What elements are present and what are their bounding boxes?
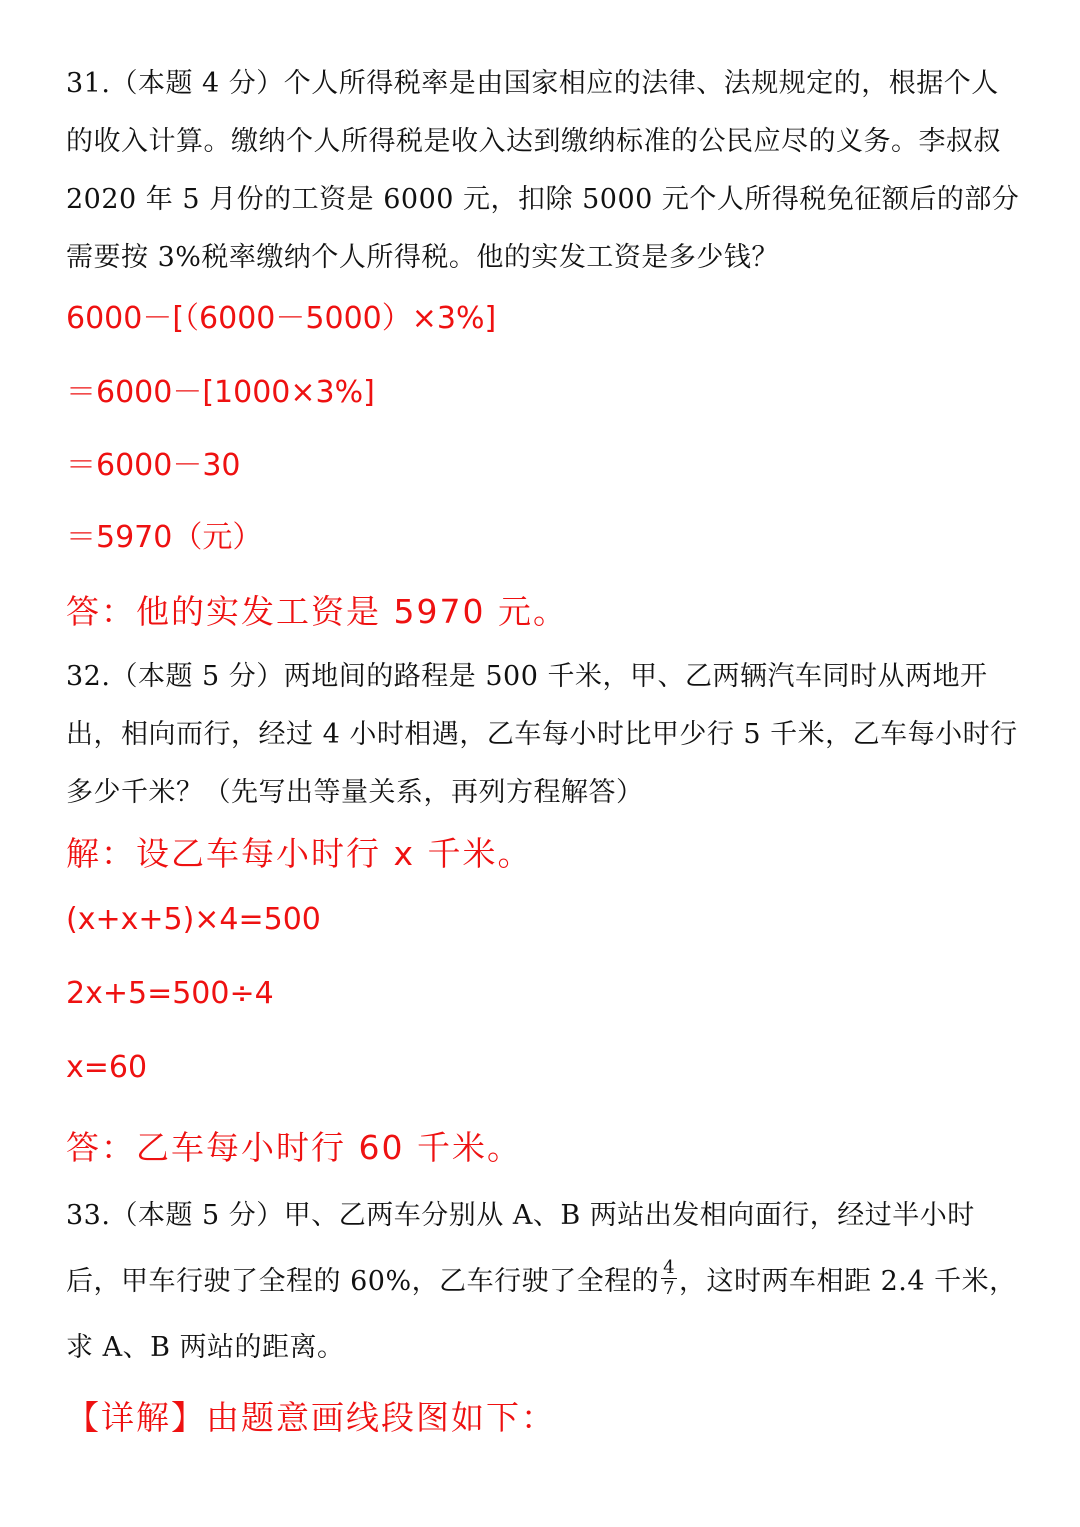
- question-32-text: 32.（本题 5 分）两地间的路程是 500 千米，甲、乙两辆汽车同时从两地开出，相向而行，经过 4 小时相遇，乙车每小时比甲少行 5 千米，乙车每小时行多少千米？（先写出等量关系，再列方程解答）: [66, 661, 1018, 808]
- q32-setup: 解：设乙车每小时行 x 千米。: [66, 834, 533, 873]
- q32-step-2: 2x+5=500÷4: [66, 976, 274, 1011]
- q31-step-3: ＝6000－30: [66, 448, 241, 483]
- q33-text-part1: 33.（本题 5 分）甲、乙两车分别从 A、B 两站出发相向面行，经过半小时后，甲车行驶了全程的 60%，乙车行驶了全程的: [66, 1200, 975, 1297]
- q33-explain-heading: 【详解】由题意画线段图如下：: [66, 1398, 556, 1437]
- fraction-numerator: 4: [663, 1257, 676, 1278]
- question-33-text: [66, 1183, 1026, 1381]
- q31-step-1: 6000－[（6000－5000）×3%]: [66, 301, 497, 336]
- fraction-four-sevenths: [661, 1258, 677, 1299]
- q33-text-part2: ，这时两车相距 2.4 千米，求 A、B 两站的距离。: [66, 1266, 1017, 1363]
- q31-step-4: ＝5970（元）: [66, 520, 263, 555]
- q32-step-3: x=60: [66, 1050, 148, 1085]
- q32-step-1: (x+x+5)×4=500: [66, 902, 321, 937]
- fraction-denominator: 7: [663, 1278, 676, 1299]
- q32-answer: 答：乙车每小时行 60 千米。: [66, 1128, 522, 1167]
- q31-step-2: ＝6000－[1000×3%]: [66, 375, 375, 410]
- q31-answer: 答：他的实发工资是 5970 元。: [66, 592, 568, 631]
- question-31-text: 31.（本题 4 分）个人所得税率是由国家相应的法律、法规规定的，根据个人的收入计算。缴纳个人所得税是收入达到缴纳标准的公民应尽的义务。李叔叔 2020 年 5 月份的工资是 6000 元，扣除 5000 元个人所得税免征额后的部分需要按 3%税率缴纳个人所得税。他的实发工资是多少钱？: [66, 68, 1020, 273]
